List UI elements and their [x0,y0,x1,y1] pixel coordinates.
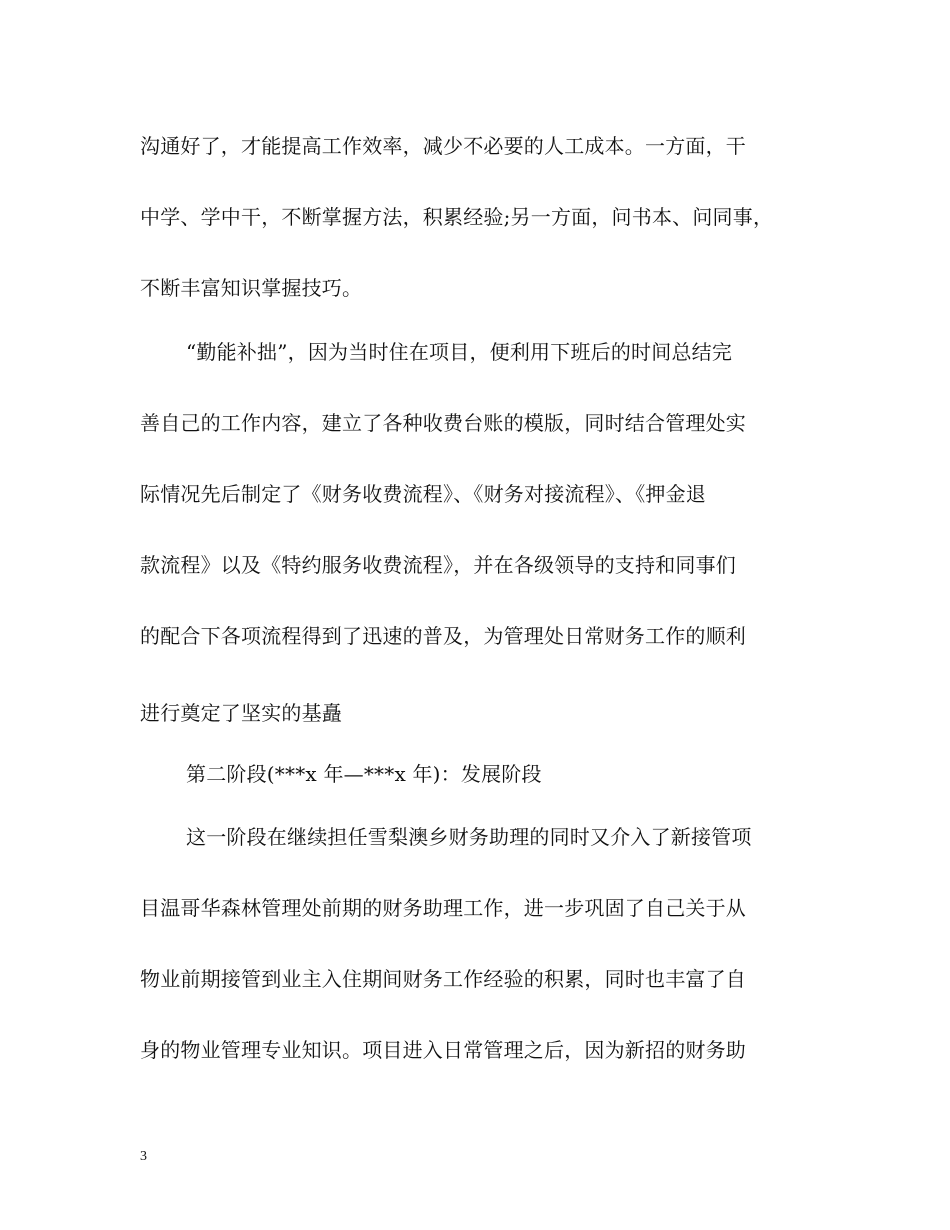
text-line: 的配合下各项流程得到了迅速的普及，为管理处日常财务工作的顺利 [140,624,746,648]
text-line: 物业前期接管到业主入住期间财务工作经验的积累，同时也丰富了自 [140,967,746,991]
section-heading: 第二阶段(***x 年—***x 年)：发展阶段 [186,762,542,786]
text-line: 际情况先后制定了《财务收费流程》、《财务对接流程》、《押金退 [140,482,706,506]
text-line: 不断丰富知识掌握技巧。 [140,276,363,300]
text-line: 善自己的工作内容，建立了各种收费台账的模版，同时结合管理处实 [140,411,746,435]
text-line: 这一阶段在继续担任雪梨澳乡财务助理的同时又介入了新接管项 [186,825,752,849]
text-line: 进行奠定了坚实的基矗 [140,701,342,725]
text-line: 目温哥华森林管理处前期的财务助理工作，进一步巩固了自己关于从 [140,896,746,920]
text-line: 款流程》以及《特约服务收费流程》，并在各级领导的支持和同事们 [140,553,736,577]
page-number: 3 [140,1149,147,1164]
text-line: “勤能补拙”，因为当时住在项目，便利用下班后的时间总结完 [186,340,733,364]
text-line: 中学、学中干，不断掌握方法，积累经验;另一方面，问书本、问同事， [140,205,774,229]
text-line: 沟通好了，才能提高工作效率，减少不必要的人工成本。一方面，干 [140,134,746,158]
text-line: 身的物业管理专业知识。项目进入日常管理之后，因为新招的财务助 [140,1038,746,1062]
